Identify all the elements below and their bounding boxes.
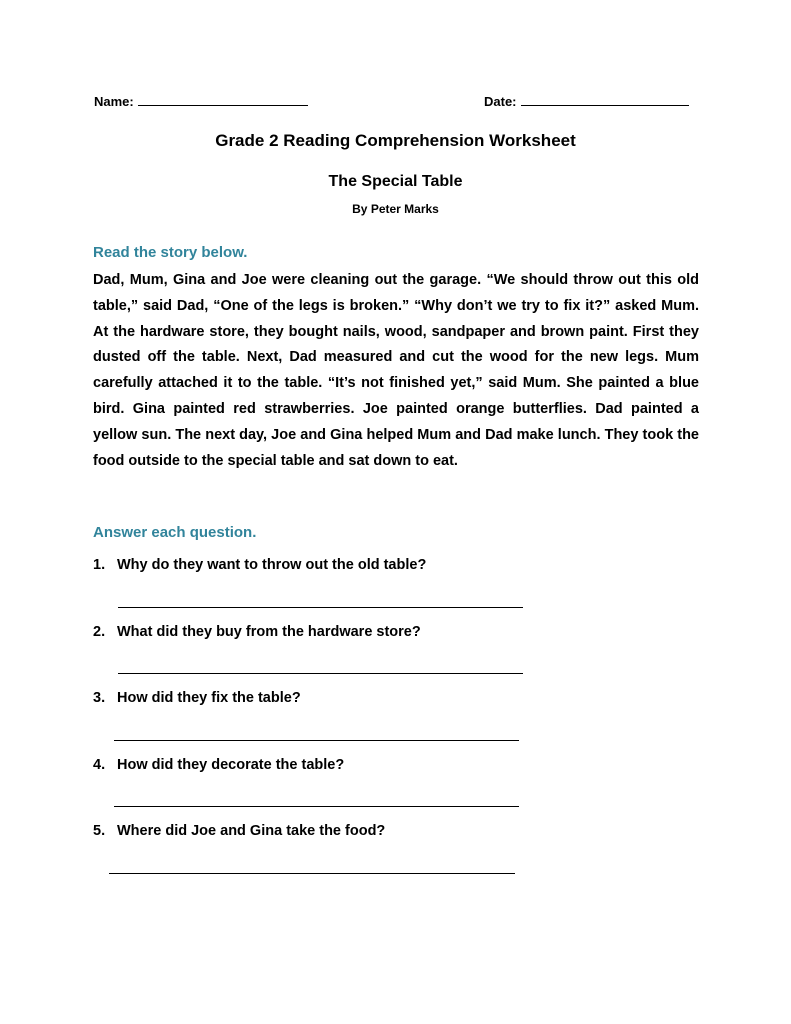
- question-number: 5.: [93, 823, 106, 839]
- read-instruction: Read the story below.: [93, 244, 248, 261]
- question-text: Where did Joe and Gina take the food?: [117, 823, 386, 839]
- question-text: How did they fix the table?: [117, 690, 301, 706]
- date-blank-line[interactable]: [521, 94, 689, 106]
- question-4: [93, 757, 344, 773]
- answer-line-4[interactable]: [114, 806, 519, 807]
- worksheet-title: Grade 2 Reading Comprehension Worksheet: [215, 131, 576, 150]
- answer-line-3[interactable]: [114, 740, 519, 741]
- question-3: [93, 690, 301, 706]
- question-text: How did they decorate the table?: [117, 757, 345, 773]
- question-2: [93, 624, 421, 640]
- date-field[interactable]: [484, 94, 689, 109]
- answer-instruction: Answer each question.: [93, 524, 257, 541]
- question-text: What did they buy from the hardware store?: [117, 624, 421, 640]
- question-number: 3.: [93, 690, 106, 706]
- answer-line-5[interactable]: [109, 873, 515, 874]
- question-number: 4.: [93, 757, 106, 773]
- name-blank-line[interactable]: [138, 94, 308, 106]
- question-number: 2.: [93, 624, 106, 640]
- answer-line-1[interactable]: [118, 607, 523, 608]
- question-5: [93, 823, 385, 839]
- name-field[interactable]: [94, 94, 308, 109]
- question-1: [93, 557, 426, 573]
- date-label: Date:: [484, 94, 517, 109]
- story-text: Dad, Mum, Gina and Joe were cleaning out the garage. “We should throw out this old table,” said Dad, “One of the legs is broken.” “Why don’t we try to fix it?” asked Mum. At the hardware store, they bought nails, wood, sandpaper and brown paint. First they dusted off the table. Next, Dad measured and cut the wood for the new legs. Mum carefully attached it to the table. “It’s not finished yet,” said Mum. She painted a blue bird. Gina painted red strawberries. Joe painted orange butterflies. Dad painted a yellow sun. The next day, Joe and Gina helped Mum and Dad make lunch. They took the food outside to the special table and sat down to eat.: [93, 272, 699, 469]
- name-label: Name:: [94, 94, 134, 109]
- answer-line-2[interactable]: [118, 673, 523, 674]
- story-byline: By Peter Marks: [352, 202, 439, 216]
- question-text: Why do they want to throw out the old table?: [117, 557, 427, 573]
- story-title: The Special Table: [328, 173, 463, 190]
- question-number: 1.: [93, 557, 106, 573]
